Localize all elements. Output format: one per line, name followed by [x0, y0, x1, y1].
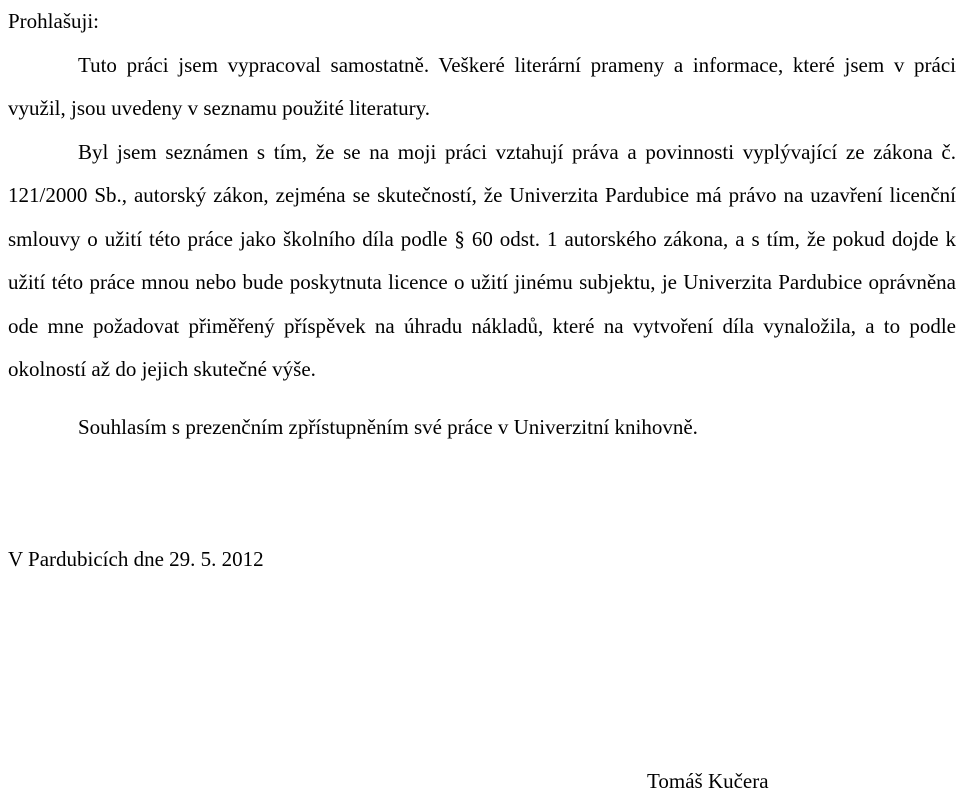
- declaration-heading: Prohlašuji:: [8, 9, 100, 33]
- declaration-paragraph-copyright: Byl jsem seznámen s tím, že se na moji práci vztahují práva a povinnosti vyplývající ze zákona č. 121/2000 Sb., autorský zákon, zejména se skutečností, že Univerzita Pardubice má právo na uzavření licenční smlouvy o užití této práce jako školního díla podle § 60 odst. 1 autorského zákona, a s tím, že pokud dojde k užití této práce mnou nebo bude poskytnuta licence o užití jinému subjektu, je Univerzita Pardubice oprávněna ode mne požadovat přiměřený příspěvek na úhradu nákladů, které na vytvoření díla vynaložila, a to podle okolností až do jejich skutečné výše.: [8, 139, 956, 381]
- library-consent-statement: Souhlasím s prezenčním zpřístupněním své práce v Univerzitní knihovně.: [78, 414, 698, 439]
- author-signature-name: Tomáš Kučera: [647, 769, 769, 793]
- place-and-date: V Pardubicích dne 29. 5. 2012: [8, 547, 264, 571]
- declaration-document: [8, 0, 956, 449]
- declaration-paragraph-originality: Tuto práci jsem vypracoval samostatně. Veškeré literární prameny a informace, které jsem v práci využil, jsou uvedeny v seznamu použité literatury.: [8, 52, 956, 120]
